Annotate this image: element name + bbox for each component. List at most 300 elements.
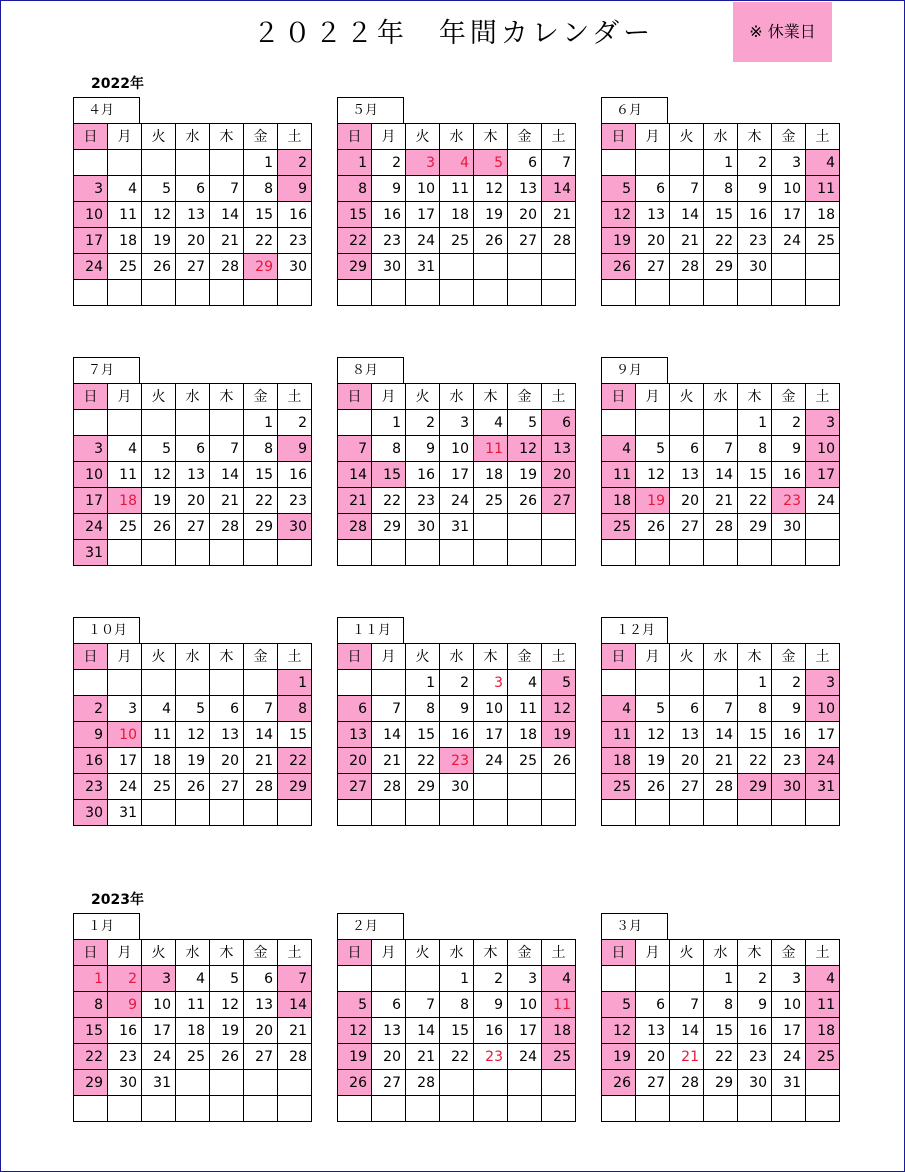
day-cell: 18 (108, 228, 142, 254)
day-cell: 20 (508, 202, 542, 228)
day-cell: 29 (74, 1070, 108, 1096)
day-cell: 19 (142, 228, 176, 254)
day-cell: 23 (372, 228, 406, 254)
day-cell: 13 (372, 1018, 406, 1044)
day-cell: 8 (74, 992, 108, 1018)
empty-cell (670, 966, 704, 992)
day-cell: 6 (372, 992, 406, 1018)
week-row (338, 696, 576, 722)
day-cell: 12 (176, 722, 210, 748)
weekday-header: 金 (772, 644, 806, 670)
empty-cell (474, 1070, 508, 1096)
day-cell: 4 (108, 436, 142, 462)
day-cell: 10 (772, 176, 806, 202)
day-cell: 7 (244, 696, 278, 722)
day-cell: 27 (542, 488, 576, 514)
day-cell: 24 (440, 488, 474, 514)
empty-cell (670, 800, 704, 826)
weekday-header: 木 (738, 124, 772, 150)
day-cell: 15 (704, 1018, 738, 1044)
day-cell: 17 (508, 1018, 542, 1044)
empty-cell (108, 540, 142, 566)
day-cell: 19 (542, 722, 576, 748)
empty-cell (508, 774, 542, 800)
day-cell: 2 (474, 966, 508, 992)
day-cell: 28 (372, 774, 406, 800)
empty-cell (244, 1070, 278, 1096)
weekday-header: 火 (670, 940, 704, 966)
day-cell: 11 (542, 992, 576, 1018)
weekday-header-row (602, 124, 840, 150)
day-cell: 18 (142, 748, 176, 774)
empty-cell (176, 540, 210, 566)
day-cell: 21 (542, 202, 576, 228)
day-cell: 21 (210, 228, 244, 254)
day-cell: 16 (108, 1018, 142, 1044)
day-cell: 19 (602, 228, 636, 254)
day-cell: 16 (772, 462, 806, 488)
day-cell: 13 (338, 722, 372, 748)
day-cell: 8 (738, 436, 772, 462)
day-cell: 20 (372, 1044, 406, 1070)
day-cell: 9 (738, 992, 772, 1018)
weekday-header: 土 (806, 124, 840, 150)
day-cell: 17 (772, 1018, 806, 1044)
day-cell: 29 (738, 774, 772, 800)
day-cell: 10 (772, 992, 806, 1018)
empty-cell (474, 800, 508, 826)
empty-cell (108, 280, 142, 306)
day-cell: 16 (74, 748, 108, 774)
day-cell: 14 (372, 722, 406, 748)
week-row (338, 176, 576, 202)
day-cell: 20 (636, 228, 670, 254)
month-label: １０月 (73, 617, 140, 644)
empty-cell (176, 1096, 210, 1122)
empty-cell (372, 670, 406, 696)
empty-cell (338, 540, 372, 566)
day-cell: 30 (772, 514, 806, 540)
empty-cell (806, 254, 840, 280)
day-cell: 22 (372, 488, 406, 514)
empty-cell (738, 280, 772, 306)
day-cell: 20 (244, 1018, 278, 1044)
day-cell: 13 (176, 462, 210, 488)
weekday-header: 月 (636, 124, 670, 150)
week-row (74, 992, 312, 1018)
weekday-header: 土 (806, 940, 840, 966)
day-cell: 5 (474, 150, 508, 176)
weekday-header: 水 (440, 384, 474, 410)
day-cell: 28 (670, 254, 704, 280)
weekday-header: 月 (108, 124, 142, 150)
month-label: １１月 (337, 617, 404, 644)
week-row (602, 1096, 840, 1122)
day-cell: 18 (176, 1018, 210, 1044)
empty-cell (508, 514, 542, 540)
empty-cell (738, 1096, 772, 1122)
weekday-header: 月 (372, 644, 406, 670)
week-row (602, 436, 840, 462)
day-cell: 19 (474, 202, 508, 228)
week-row (602, 254, 840, 280)
day-cell: 12 (636, 722, 670, 748)
empty-cell (108, 150, 142, 176)
day-cell: 23 (738, 228, 772, 254)
week-row (338, 800, 576, 826)
day-cell: 11 (474, 436, 508, 462)
empty-cell (74, 150, 108, 176)
day-cell: 16 (474, 1018, 508, 1044)
day-cell: 30 (440, 774, 474, 800)
empty-cell (602, 670, 636, 696)
day-cell: 5 (542, 670, 576, 696)
month-label: １月 (73, 913, 140, 940)
weekday-header: 水 (176, 384, 210, 410)
day-cell: 29 (244, 514, 278, 540)
day-cell: 16 (278, 202, 312, 228)
empty-cell (474, 280, 508, 306)
day-cell: 30 (372, 254, 406, 280)
month-grid (601, 383, 840, 566)
weekday-header-row (338, 644, 576, 670)
empty-cell (542, 254, 576, 280)
day-cell: 2 (372, 150, 406, 176)
empty-cell (244, 670, 278, 696)
day-cell: 24 (406, 228, 440, 254)
day-cell: 16 (372, 202, 406, 228)
day-cell: 9 (74, 722, 108, 748)
day-cell: 8 (704, 992, 738, 1018)
day-cell: 23 (278, 488, 312, 514)
day-cell: 14 (338, 462, 372, 488)
weekday-header: 土 (542, 124, 576, 150)
day-cell: 23 (440, 748, 474, 774)
weekday-header: 金 (772, 124, 806, 150)
weekday-header: 日 (74, 124, 108, 150)
week-row (74, 1070, 312, 1096)
day-cell: 9 (406, 436, 440, 462)
empty-cell (474, 540, 508, 566)
day-cell: 21 (670, 1044, 704, 1070)
empty-cell (636, 670, 670, 696)
week-row (74, 462, 312, 488)
empty-cell (772, 280, 806, 306)
day-cell: 14 (210, 202, 244, 228)
empty-cell (210, 670, 244, 696)
day-cell: 13 (636, 1018, 670, 1044)
day-cell: 1 (704, 150, 738, 176)
empty-cell (806, 514, 840, 540)
empty-cell (670, 670, 704, 696)
weekday-header: 水 (176, 124, 210, 150)
day-cell: 27 (636, 1070, 670, 1096)
weekday-header: 月 (372, 124, 406, 150)
day-cell: 7 (670, 176, 704, 202)
day-cell: 18 (542, 1018, 576, 1044)
empty-cell (772, 540, 806, 566)
weekday-header: 土 (278, 124, 312, 150)
day-cell: 17 (406, 202, 440, 228)
day-cell: 18 (440, 202, 474, 228)
weekday-header: 金 (244, 384, 278, 410)
empty-cell (704, 1096, 738, 1122)
weekday-header: 水 (704, 384, 738, 410)
day-cell: 21 (278, 1018, 312, 1044)
day-cell: 29 (244, 254, 278, 280)
weekday-header: 月 (636, 940, 670, 966)
day-cell: 22 (338, 228, 372, 254)
week-row (338, 774, 576, 800)
weekday-header: 月 (372, 940, 406, 966)
day-cell: 2 (278, 410, 312, 436)
weekday-header: 日 (602, 124, 636, 150)
empty-cell (542, 514, 576, 540)
empty-cell (176, 800, 210, 826)
day-cell: 10 (508, 992, 542, 1018)
day-cell: 8 (244, 176, 278, 202)
day-cell: 20 (636, 1044, 670, 1070)
day-cell: 7 (338, 436, 372, 462)
day-cell: 3 (508, 966, 542, 992)
week-row (338, 254, 576, 280)
weekday-header: 水 (440, 940, 474, 966)
weekday-header: 月 (372, 384, 406, 410)
day-cell: 29 (704, 1070, 738, 1096)
weekday-header: 日 (74, 940, 108, 966)
day-cell: 4 (176, 966, 210, 992)
weekday-header: 金 (508, 940, 542, 966)
weekday-header: 日 (74, 644, 108, 670)
day-cell: 30 (738, 254, 772, 280)
day-cell: 9 (474, 992, 508, 1018)
day-cell: 29 (738, 514, 772, 540)
day-cell: 12 (142, 202, 176, 228)
day-cell: 26 (142, 254, 176, 280)
day-cell: 20 (210, 748, 244, 774)
day-cell: 27 (176, 254, 210, 280)
day-cell: 11 (806, 176, 840, 202)
weekday-header: 火 (142, 384, 176, 410)
day-cell: 19 (142, 488, 176, 514)
week-row (74, 800, 312, 826)
empty-cell (278, 800, 312, 826)
empty-cell (542, 800, 576, 826)
week-row (602, 670, 840, 696)
empty-cell (806, 280, 840, 306)
day-cell: 23 (772, 748, 806, 774)
day-cell: 20 (176, 488, 210, 514)
day-cell: 1 (244, 150, 278, 176)
day-cell: 18 (806, 1018, 840, 1044)
day-cell: 22 (278, 748, 312, 774)
empty-cell (772, 800, 806, 826)
weekday-header: 日 (338, 644, 372, 670)
week-row (338, 228, 576, 254)
day-cell: 12 (542, 696, 576, 722)
day-cell: 1 (244, 410, 278, 436)
day-cell: 29 (704, 254, 738, 280)
day-cell: 20 (542, 462, 576, 488)
day-cell: 19 (602, 1044, 636, 1070)
week-row (602, 540, 840, 566)
empty-cell (474, 514, 508, 540)
day-cell: 21 (244, 748, 278, 774)
day-cell: 3 (440, 410, 474, 436)
day-cell: 9 (772, 436, 806, 462)
day-cell: 8 (244, 436, 278, 462)
day-cell: 25 (440, 228, 474, 254)
weekday-header-row (338, 940, 576, 966)
day-cell: 3 (806, 670, 840, 696)
weekday-header: 火 (142, 124, 176, 150)
day-cell: 20 (670, 748, 704, 774)
day-cell: 31 (74, 540, 108, 566)
day-cell: 15 (278, 722, 312, 748)
day-cell: 23 (278, 228, 312, 254)
weekday-header: 水 (440, 124, 474, 150)
day-cell: 30 (74, 800, 108, 826)
empty-cell (602, 410, 636, 436)
day-cell: 11 (176, 992, 210, 1018)
empty-cell (338, 966, 372, 992)
week-row (602, 696, 840, 722)
week-row (338, 992, 576, 1018)
empty-cell (440, 800, 474, 826)
day-cell: 26 (142, 514, 176, 540)
day-cell: 16 (772, 722, 806, 748)
empty-cell (542, 280, 576, 306)
empty-cell (636, 280, 670, 306)
day-cell: 12 (602, 202, 636, 228)
empty-cell (508, 1070, 542, 1096)
weekday-header: 火 (406, 124, 440, 150)
day-cell: 19 (636, 748, 670, 774)
week-row (602, 800, 840, 826)
empty-cell (602, 280, 636, 306)
empty-cell (210, 410, 244, 436)
weekday-header: 木 (474, 940, 508, 966)
week-row (338, 670, 576, 696)
month-label: １２月 (601, 617, 668, 644)
holiday-legend: ※ 休業日 (733, 2, 832, 62)
week-row (602, 176, 840, 202)
day-cell: 22 (406, 748, 440, 774)
week-row (602, 462, 840, 488)
day-cell: 25 (142, 774, 176, 800)
day-cell: 25 (542, 1044, 576, 1070)
day-cell: 23 (406, 488, 440, 514)
day-cell: 24 (474, 748, 508, 774)
day-cell: 13 (636, 202, 670, 228)
day-cell: 31 (440, 514, 474, 540)
day-cell: 5 (142, 176, 176, 202)
weekday-header: 土 (542, 940, 576, 966)
day-cell: 6 (244, 966, 278, 992)
empty-cell (474, 1096, 508, 1122)
day-cell: 6 (210, 696, 244, 722)
day-cell: 18 (602, 748, 636, 774)
day-cell: 28 (244, 774, 278, 800)
weekday-header-row (602, 644, 840, 670)
empty-cell (602, 150, 636, 176)
day-cell: 21 (670, 228, 704, 254)
month-label: ３月 (601, 913, 668, 940)
day-cell: 3 (142, 966, 176, 992)
week-row (338, 410, 576, 436)
day-cell: 12 (338, 1018, 372, 1044)
empty-cell (244, 800, 278, 826)
day-cell: 25 (176, 1044, 210, 1070)
month-label: ６月 (601, 97, 668, 124)
weekday-header: 月 (108, 384, 142, 410)
day-cell: 3 (772, 150, 806, 176)
month-grid (73, 123, 312, 306)
week-row (602, 748, 840, 774)
day-cell: 14 (244, 722, 278, 748)
week-row (74, 1044, 312, 1070)
day-cell: 27 (338, 774, 372, 800)
month-grid (337, 383, 576, 566)
day-cell: 28 (338, 514, 372, 540)
weekday-header: 木 (210, 644, 244, 670)
day-cell: 12 (508, 436, 542, 462)
month-label: ９月 (601, 357, 668, 384)
weekday-header: 水 (176, 940, 210, 966)
day-cell: 27 (670, 514, 704, 540)
day-cell: 2 (278, 150, 312, 176)
day-cell: 27 (670, 774, 704, 800)
day-cell: 5 (142, 436, 176, 462)
weekday-header-row (74, 384, 312, 410)
empty-cell (806, 800, 840, 826)
week-row (338, 488, 576, 514)
week-row (74, 254, 312, 280)
empty-cell (542, 774, 576, 800)
weekday-header: 日 (338, 384, 372, 410)
day-cell: 26 (210, 1044, 244, 1070)
day-cell: 19 (636, 488, 670, 514)
day-cell: 12 (210, 992, 244, 1018)
weekday-header: 日 (338, 940, 372, 966)
day-cell: 9 (372, 176, 406, 202)
week-row (602, 1070, 840, 1096)
day-cell: 23 (108, 1044, 142, 1070)
month-grid (73, 939, 312, 1122)
empty-cell (210, 1070, 244, 1096)
weekday-header: 月 (108, 940, 142, 966)
empty-cell (338, 1096, 372, 1122)
day-cell: 5 (636, 696, 670, 722)
empty-cell (704, 410, 738, 436)
day-cell: 31 (806, 774, 840, 800)
day-cell: 14 (210, 462, 244, 488)
day-cell: 13 (670, 462, 704, 488)
day-cell: 15 (738, 722, 772, 748)
day-cell: 13 (508, 176, 542, 202)
day-cell: 26 (176, 774, 210, 800)
day-cell: 11 (806, 992, 840, 1018)
empty-cell (210, 540, 244, 566)
day-cell: 17 (142, 1018, 176, 1044)
day-cell: 4 (474, 410, 508, 436)
week-row (338, 966, 576, 992)
day-cell: 19 (176, 748, 210, 774)
day-cell: 3 (74, 176, 108, 202)
empty-cell (406, 540, 440, 566)
day-cell: 1 (738, 670, 772, 696)
day-cell: 8 (406, 696, 440, 722)
